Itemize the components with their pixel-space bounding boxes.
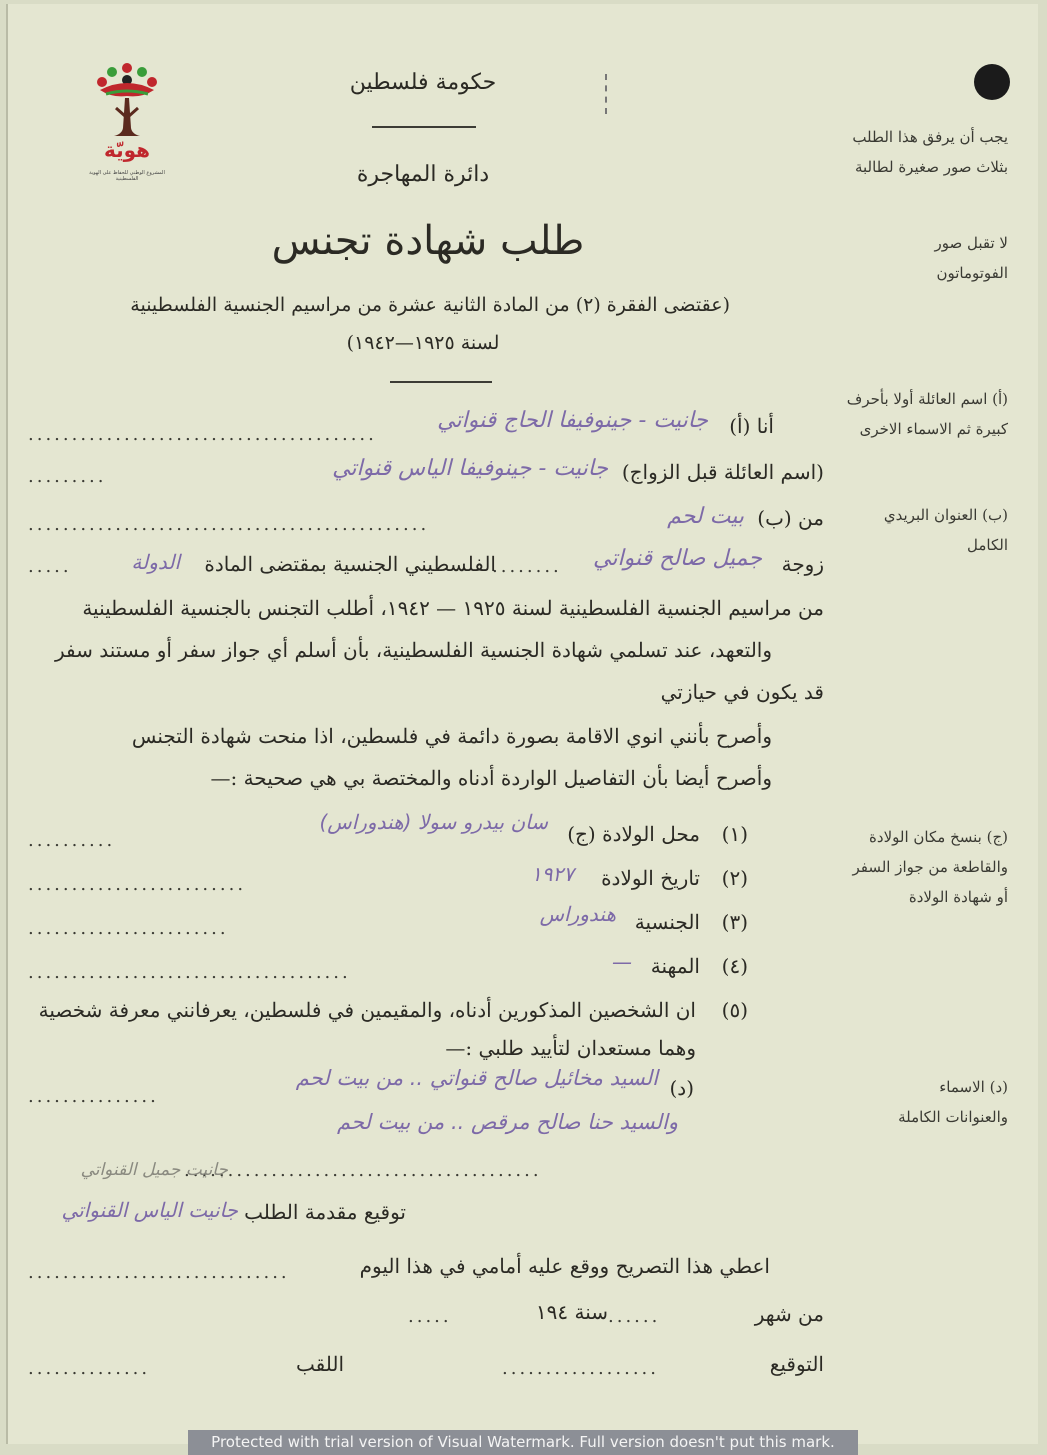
logo-caption: المشروع الوطني للحفاظ على الهوية الفلسطينية: [89, 170, 165, 182]
dotted-line: ........................................: [28, 424, 377, 445]
note-a: (أ) اسم العائلة أولا بأحرف كبيرة ثم الاسماء الاخرى: [846, 390, 1008, 438]
dotted-line: ..............................: [28, 1262, 290, 1283]
note-b: (ب) العنوان البريدي الكامل: [883, 506, 1008, 554]
dotted-line: ..................: [502, 1358, 659, 1379]
dotted-line: .....: [408, 1306, 452, 1327]
note-photomaton: لا تقبل صور الفوتوماتون: [934, 234, 1008, 282]
dotted-line: .....................................: [28, 962, 351, 983]
dotted-line: ......: [608, 1306, 661, 1327]
dotted-line: ...............: [28, 1086, 159, 1107]
nationality-clause: الفلسطيني الجنسية بمقتضى المادة: [204, 552, 496, 576]
dotted-line: ..........: [28, 830, 116, 851]
dotted-line: .........................................: [184, 1160, 542, 1181]
paragraph-5: وأصرح أيضا بأن التفاصيل الواردة أدناه والمختصة بي هي صحيحة :—: [210, 766, 772, 790]
form-subtitle-line2: لسنة ١٩٢٥—١٩٤٢): [346, 332, 500, 354]
nationality-value[interactable]: هندوراس: [539, 902, 616, 926]
article-value[interactable]: الدولة: [131, 550, 180, 574]
logo-text: هويّة: [103, 138, 151, 162]
sign-label: التوقيع: [769, 1352, 824, 1376]
header-divider-2: [390, 381, 492, 383]
department-heading: دائرة المهاجرة: [356, 162, 490, 187]
item-3-number: (٣): [721, 910, 748, 934]
maiden-name-value[interactable]: جانيت - جينوفيفا الياس قنواتي: [332, 456, 608, 481]
dotted-line: .......................: [28, 918, 229, 939]
note-c: (ج) بنسخ مكان الولادة والقاطعة من جواز السفر أو شهادة الولادة: [852, 828, 1008, 906]
occupation-value[interactable]: —: [612, 950, 632, 974]
birthplace-label: محل الولادة (ج): [567, 822, 700, 846]
year-label: سنة ١٩٤: [535, 1300, 608, 1324]
header-divider-1: [372, 126, 476, 128]
item-2-number: (٢): [721, 866, 748, 890]
reference-2-value[interactable]: والسيد حنا صالح مرقص .. من بيت لحم: [336, 1110, 678, 1134]
signature-value[interactable]: جانيت الياس القنواتي: [61, 1198, 238, 1222]
item-5-text-2: وهما مستعدان لتأييد طلبي :—: [445, 1036, 696, 1060]
declaration-text: اعطي هذا التصريح ووقع عليه أمامي في هذا اليوم: [359, 1254, 770, 1278]
address-label: من (ب): [757, 506, 824, 530]
birthplace-value[interactable]: سان بيدرو سولا (هندوراس): [319, 810, 548, 834]
item-5-number: (٥): [721, 998, 748, 1022]
address-value[interactable]: بيت لحم: [667, 504, 744, 529]
nationality-label: الجنسية: [634, 910, 700, 934]
paragraph-2: والتعهد، عند تسلمي شهادة الجنسية الفلسطينية، بأن أسلم أي جواز سفر أو مستند سفر: [55, 638, 772, 662]
form-subtitle-line1: (عقتضى الفقرة (٢) من المادة الثانية عشرة من مراسيم الجنسية الفلسطينية: [130, 294, 730, 316]
husband-label: زوجة: [781, 552, 824, 576]
paragraph-4: وأصرح بأنني انوي الاقامة بصورة دائمة في فلسطين، اذا منحت شهادة التجنس: [131, 724, 772, 748]
note-photos: يجب أن يرفق هذا الطلب بثلاث صور صغيرة لطالبة: [852, 128, 1008, 176]
dotted-line: ..............................................: [28, 514, 430, 535]
name-value[interactable]: جانيت - جينوفيفا الحاج قنواتي: [437, 408, 708, 433]
month-label: من شهر: [754, 1302, 824, 1326]
title-label: اللقب: [295, 1352, 344, 1376]
signature-side-note: جانيت جميل القنواتي: [80, 1160, 228, 1180]
government-heading: حكومة فلسطين: [349, 70, 497, 95]
form-title: طلب شهادة تجنس: [271, 218, 585, 264]
husband-value[interactable]: جميل صالح قنواتي: [593, 546, 762, 571]
fold-mark: [605, 74, 607, 114]
occupation-label: المهنة: [650, 954, 700, 978]
item-1-number: (١): [721, 822, 748, 846]
paragraph-3: قد يكون في حيازتي: [660, 680, 824, 704]
signature-label: توقيع مقدمة الطلب: [244, 1200, 406, 1224]
document-page: [6, 4, 1038, 1444]
name-label: أنا (أ): [729, 414, 774, 438]
item-5-text-1: ان الشخصين المذكورين أدناه، والمقيمين في فلسطين، يعرفانني معرفة شخصية: [38, 998, 696, 1022]
organization-logo: [89, 58, 165, 198]
maiden-name-label: (اسم العائلة قبل الزواج): [621, 460, 824, 484]
dotted-line: .....: [28, 556, 72, 577]
dotted-line: ........: [492, 556, 562, 577]
reference-1-value[interactable]: السيد مخائيل صالح قنواتي .. من بيت لحم: [295, 1066, 658, 1090]
birthdate-label: تاريخ الولادة: [601, 866, 700, 890]
trial-watermark: Protected with trial version of Visual Watermark. Full version doesn't put this mark.: [188, 1430, 858, 1455]
paragraph-1: من مراسيم الجنسية الفلسطينية لسنة ١٩٢٥ — ١٩٤٢، أطلب التجنس بالجنسية الفلسطينية: [82, 596, 824, 620]
reference-label: (د): [669, 1076, 694, 1100]
dotted-line: ..............: [28, 1358, 151, 1379]
punch-hole: [974, 64, 1010, 100]
dotted-line: .........................: [28, 874, 247, 895]
dotted-line: .........: [28, 466, 107, 487]
item-4-number: (٤): [721, 954, 748, 978]
note-d: (د) الاسماء والعنوانات الكاملة: [898, 1078, 1008, 1126]
birthdate-value[interactable]: ١٩٢٧: [531, 862, 574, 886]
